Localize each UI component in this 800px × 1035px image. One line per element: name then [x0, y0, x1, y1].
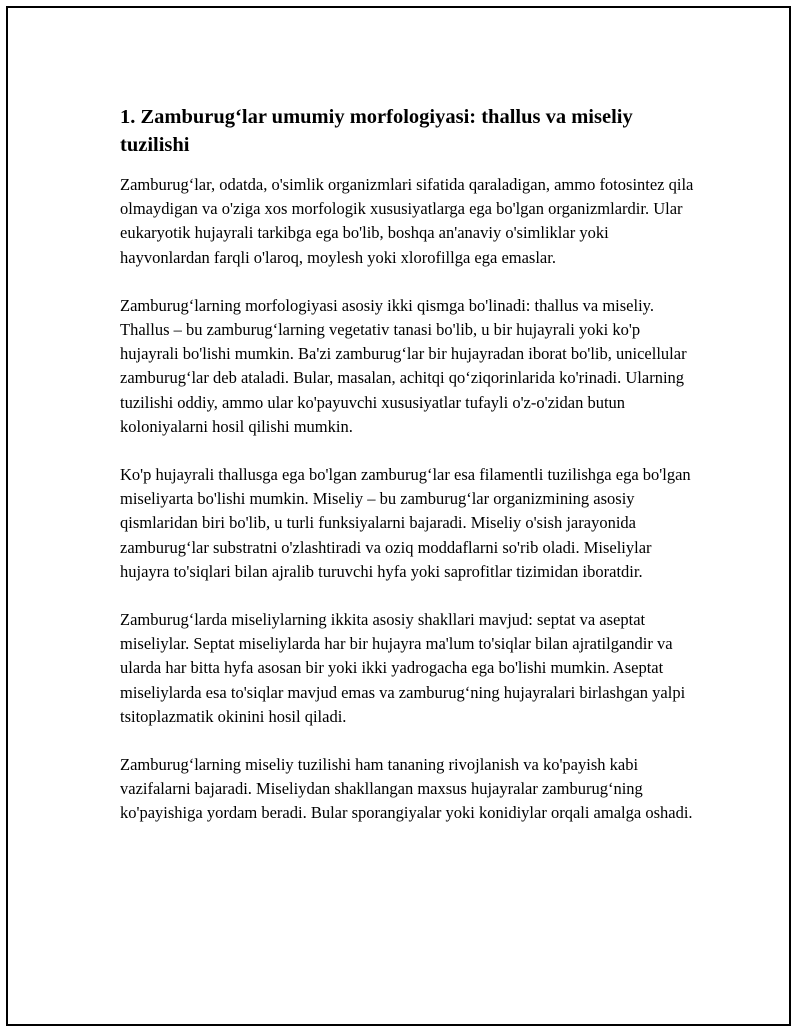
paragraph-mycelium: Ko'p hujayrali thallusga ega bo'lgan zamburug‘lar esa filamentli tuzilishga ega bo'lgan miseliyarta bo'lishi mumkin. Miseliy – bu zamburug‘lar organizmining asosiy qismlaridan biri bo'lib, u turli funksiyalarni bajaradi. Miseliy o'sish jarayonida zamburug‘lar substratni o'zlashtiradi va oziq moddaflarni so'rib oladi. Miseliylar hujayra to'siqlari bilan ajralib turuvchi hyfa yoki saprofitlar tizimidan iboratdir. [120, 465, 691, 581]
paragraph-septate: Zamburug‘larda miseliylarning ikkita asosiy shakllari mavjud: septat va aseptat miseliylar. Septat miseliylarda har bir hujayra ma'lum to'siqlar bilan ajratilgandir va ularda har bitta hyfa asosan bir yoki ikki yadrogacha ega bo'lishi mumkin. Aseptat miseliylarda esa to'siqlar mavjud emas va zamburug‘ning hujayralari birlashgan yalpi tsitoplazmatik okinini hosil qiladi. [120, 610, 686, 726]
document-body [120, 103, 696, 850]
paragraph-intro: Zamburug‘lar, odatda, o'simlik organizmlari sifatida qaraladigan, ammo fotosintez qila olmaydigan va o'ziga xos morfologik xususiyatlarga ega bo'lgan organizmlardir. Ular eukaryotik hujayrali tarkibga ega bo'lib, boshqa an'anaviy o'simliklar yoki hayvonlardan farqli o'laroq, moylesh yoki xlorofillga ega emaslar. [120, 175, 694, 267]
section-heading: 1. Zamburug‘lar umumiy morfologiyasi: thallus va miseliy tuzilishi [120, 106, 633, 156]
page-frame [6, 6, 791, 1026]
paragraph-thallus: Zamburug‘larning morfologiyasi asosiy ikki qismga bo'linadi: thallus va miseliy. Thallus – bu zamburug‘larning vegetativ tanasi bo'lib, u bir hujayrali yoki ko'p hujayrali bo'lishi mumkin. Ba'zi zamburug‘lar bir hujayradan iborat bo'lib, unicellular zamburug‘lar deb ataladi. Bular, masalan, achitqi qo‘ziqorinlarida ko'rinadi. Ularning tuzilishi oddiy, ammo ular ko'payuvchi xususiyatlar tufayli o'z-o'zidan butun koloniyalarni hosil qilishi mumkin. [120, 295, 687, 436]
paragraph-reproduction: Zamburug‘larning miseliy tuzilishi ham tananing rivojlanish va ko'payish kabi vazifalarni bajaradi. Miseliydan shakllangan maxsus hujayralar zamburug‘ning ko'payishiga yordam beradi. Bular sporangiyalar yoki konidiylar orqali amalga oshadi. [120, 755, 693, 823]
